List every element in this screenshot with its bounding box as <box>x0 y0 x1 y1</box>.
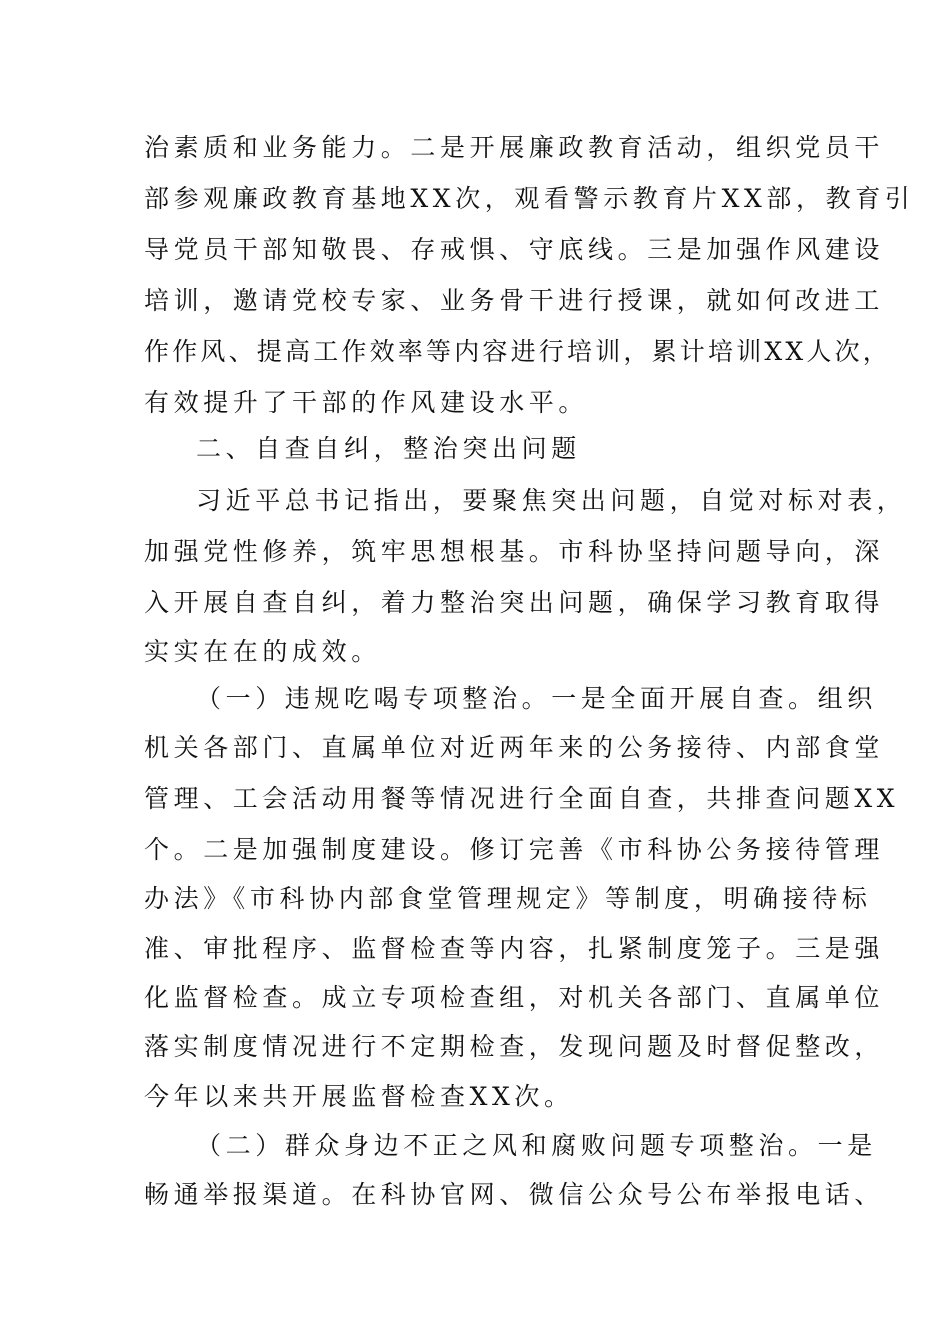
text-line: 今年以来共开展监督检查XX次。 <box>144 1082 574 1111</box>
text-line: 个。二是加强制度建设。修订完善《市科协公务接待管理 <box>144 835 885 864</box>
text-line: 机关各部门、直属单位对近两年来的公务接待、内部食堂 <box>144 733 885 762</box>
text-line: 落实制度情况进行不定期检查，发现问题及时督促整改， <box>144 1032 885 1061</box>
text-line: 作作风、提高工作效率等内容进行培训，累计培训XX人次， <box>144 337 891 366</box>
text-line: 实实在在的成效。 <box>144 637 381 666</box>
subsection-heading: （一）违规吃喝专项整治。一是全面开展自查。组织 <box>196 684 877 713</box>
text-line: 入开展自查自纠，着力整治突出问题，确保学习教育取得 <box>144 588 885 617</box>
text-line: 化监督检查。成立专项检查组，对机关各部门、直属单位 <box>144 983 885 1012</box>
subsection-heading: （二）群众身边不正之风和腐败问题专项整治。一是 <box>196 1131 877 1160</box>
text-line: 准、审批程序、监督检查等内容，扎紧制度笼子。三是强 <box>144 934 885 963</box>
text-line: 办法》《市科协内部食堂管理规定》等制度，明确接待标 <box>144 884 872 913</box>
text-line: 加强党性修养，筑牢思想根基。市科协坚持问题导向，深 <box>144 537 885 566</box>
text-line: 习近平总书记指出，要聚焦突出问题，自觉对标对表， <box>196 486 907 515</box>
section-heading: 二、自查自纠，整治突出问题 <box>196 434 581 463</box>
text-line: 有效提升了干部的作风建设水平。 <box>144 388 589 417</box>
text-line: 畅通举报渠道。在科协官网、微信公众号公布举报电话、 <box>144 1180 885 1209</box>
text-line: 培训，邀请党校专家、业务骨干进行授课，就如何改进工 <box>144 286 885 315</box>
text-line: 管理、工会活动用餐等情况进行全面自查，共排查问题XX <box>144 784 900 813</box>
text-line: 部参观廉政教育基地XX次，观看警示教育片XX部，教育引 <box>144 184 915 213</box>
text-line: 治素质和业务能力。二是开展廉政教育活动，组织党员干 <box>144 133 885 162</box>
text-line: 导党员干部知敬畏、存戒惧、守底线。三是加强作风建设 <box>144 235 885 264</box>
